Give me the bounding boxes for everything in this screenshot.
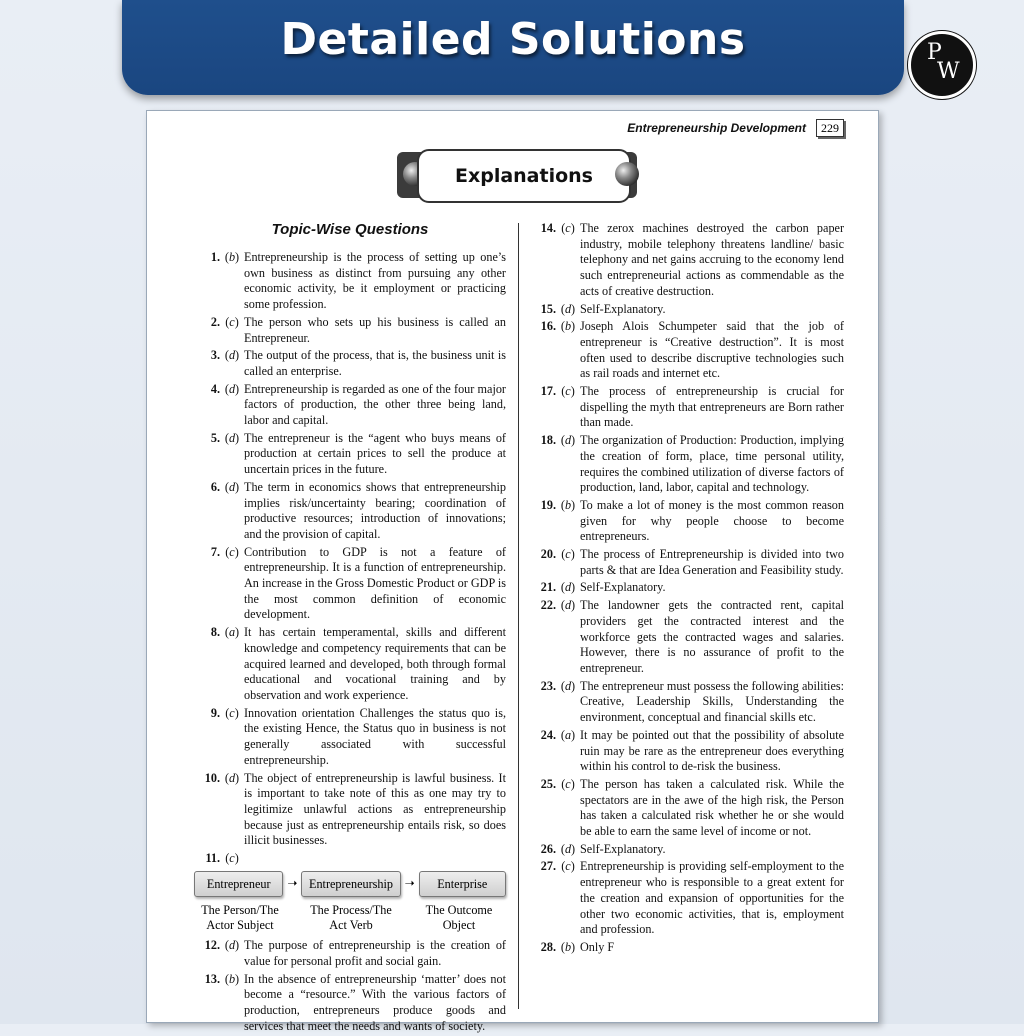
- answer-option: (b): [560, 939, 576, 954]
- logo-letter-w: W: [937, 59, 960, 84]
- question-item: [530, 433, 844, 496]
- flow-label-line: The Person/The: [201, 902, 279, 917]
- question-item: [530, 498, 844, 545]
- topic-title: Topic-Wise Questions: [271, 221, 429, 238]
- explanation-text: Innovation orientation Challenges the status quo is, the existing Hence, the Status quo in business is not generally associated with successful entrepreneurship.: [244, 705, 506, 767]
- question-number: 9.: [210, 705, 220, 720]
- explanation-text: The process of Entrepreneurship is divided into two parts & that are Idea Generation and Feasibility study.: [580, 547, 844, 577]
- question-item: [194, 382, 506, 429]
- answer-option: (c): [225, 705, 239, 720]
- explanation-text: To make a lot of money is the most common reason given for why people choose to become entrepreneurs.: [580, 497, 844, 544]
- question-number: 11.: [205, 851, 220, 866]
- question-number: 8.: [210, 625, 220, 640]
- answer-option: (b): [224, 971, 240, 986]
- question-item: [530, 319, 844, 382]
- answer-option: (c): [561, 547, 575, 562]
- explanation-text: Self-Explanatory.: [580, 841, 666, 856]
- question-item: [530, 302, 844, 318]
- flow-box-enterprise: Enterprise: [419, 871, 506, 897]
- question-number: 20.: [540, 547, 556, 562]
- answer-option: (a): [560, 727, 576, 742]
- banner-title: Detailed Solutions: [280, 14, 746, 65]
- answer-option: (b): [560, 319, 576, 334]
- answer-option: (d): [560, 580, 576, 595]
- question-item: [530, 842, 844, 858]
- question-item: [530, 940, 844, 956]
- answer-option: (d): [224, 938, 240, 953]
- flow-box-entrepreneur: Entrepreneur: [194, 871, 283, 897]
- answer-option: (c): [561, 859, 575, 874]
- flow-label-line: The Process/The: [310, 902, 392, 917]
- explanation-text: [244, 851, 506, 867]
- question-item: [194, 972, 506, 1035]
- explanation-text: The landowner gets the contracted rent, capital providers get the contracted interest and the workforce gets the contracted wages and salaries. However, there is no assurance of profit to the entrepreneur.: [580, 598, 844, 675]
- explanation-text: The entrepreneur is the “agent who buys means of production at certain prices to sell the produce at uncertain prices in the future.: [244, 430, 506, 477]
- question-item: [530, 728, 844, 775]
- answer-option: (d): [224, 479, 240, 494]
- explanation-text: The entrepreneur must possess the following abilities: Creative, Leadership Skills, Understanding the environment, conceptual and financial skills etc.: [580, 678, 844, 725]
- left-question-list-2: [194, 938, 506, 1034]
- explanation-text: The organization of Production: Production, implying the creation of form, place, time personal utility, requires the combined utilization of diverse factors of production, land, labor, capital and technology.: [580, 433, 844, 495]
- question-number: 14.: [540, 221, 556, 235]
- question-number: 16.: [540, 319, 556, 334]
- question-number: 26.: [540, 841, 556, 856]
- answer-option: (d): [224, 770, 240, 785]
- answer-option: (d): [560, 678, 576, 693]
- question-number: 7.: [210, 544, 220, 559]
- left-column: [194, 221, 506, 1036]
- answer-option: (b): [224, 250, 240, 264]
- flow-label-process: [286, 903, 416, 934]
- question-number: 1.: [210, 250, 220, 264]
- explanation-text: The term in economics shows that entrepreneurship implies risk/uncertainty bearing; coordination of productive resources; introduction of innovations; and the provision of capital.: [244, 479, 506, 541]
- flow-label-line: Actor Subject: [206, 918, 274, 933]
- question-item: [194, 771, 506, 850]
- answer-option: (d): [560, 301, 576, 316]
- question-number: 19.: [540, 497, 556, 512]
- explanation-text: The person who sets up his business is called an Entrepreneur.: [244, 314, 506, 345]
- book-page: [146, 110, 879, 1033]
- answer-option: (d): [560, 598, 576, 613]
- arrow-right-icon: ➝: [287, 876, 298, 891]
- question-item: [530, 598, 844, 677]
- flow-labels: [194, 903, 506, 934]
- explanation-text: Entrepreneurship is regarded as one of the four major factors of production, the other three being land, labor and capital.: [244, 381, 506, 428]
- header-banner: [122, 0, 904, 95]
- question-item: [194, 545, 506, 624]
- left-question-list: [194, 250, 506, 867]
- question-number: 13.: [204, 971, 220, 986]
- page-number: 229: [816, 119, 844, 137]
- answer-option: (a): [224, 625, 240, 640]
- question-number: 18.: [540, 433, 556, 448]
- answer-option: (d): [224, 381, 240, 396]
- question-number: 27.: [540, 859, 556, 874]
- explanations-heading-badge: [397, 149, 637, 203]
- logo-letter-p: P: [927, 40, 942, 65]
- question-item: [530, 859, 844, 938]
- running-head: Entrepreneurship Development: [627, 121, 806, 135]
- column-divider: [518, 223, 519, 1009]
- answer-option: (c): [561, 776, 575, 791]
- answer-option: (b): [560, 497, 576, 512]
- question-number: 15.: [540, 301, 556, 316]
- question-number: 21.: [540, 580, 556, 595]
- question-number: 23.: [540, 678, 556, 693]
- answer-option: (c): [561, 384, 575, 399]
- flow-label-outcome: [416, 903, 502, 934]
- question-number: 3.: [210, 348, 220, 363]
- question-item: [194, 938, 506, 969]
- explanation-text: Entrepreneurship is providing self-employment to the entrepreneur who is responsible to a great extent for the creation and expansion of opportunities for the other two economic activities, that is, employment and profession.: [580, 859, 844, 937]
- explanation-text: It has certain temperamental, skills and different knowledge and competency requirements that can be acquired learned and developed, both through formal educational and vocational training and by observation and work experience.: [244, 625, 506, 702]
- flow-label-line: Object: [442, 918, 476, 933]
- explanations-heading: Explanations: [417, 149, 631, 203]
- question-item: [530, 679, 844, 726]
- answer-option: (c): [225, 544, 239, 559]
- question-item: [194, 480, 506, 543]
- question-number: 12.: [204, 938, 220, 953]
- question-item: [530, 384, 844, 431]
- arrow-right-icon: ➝: [404, 876, 415, 891]
- question-number: 2.: [210, 314, 220, 329]
- question-item: [194, 851, 506, 867]
- flow-label-actor: [194, 903, 286, 934]
- question-number: 22.: [540, 598, 556, 613]
- question-number: 25.: [540, 776, 556, 791]
- explanation-text: Contribution to GDP is not a feature of entrepreneurship. It is a function of entrepreneurship. An increase in the Gross Domestic Product or GDP is the most common definition of economic development.: [244, 544, 506, 622]
- answer-option: (c): [225, 851, 239, 866]
- pw-logo-icon: [908, 31, 976, 99]
- flow-box-entrepreneurship: Entrepreneurship: [301, 871, 400, 897]
- explanation-text: Entrepreneurship is the process of setting up one’s own business as distinct from pursuing any other economic activity, be it employment or practicing some profession.: [244, 250, 506, 312]
- question-item: [530, 547, 844, 578]
- explanation-text: It may be pointed out that the possibility of absolute ruin may be rare as the entrepreneur does everything within his control to de-risk the business.: [580, 727, 844, 774]
- explanation-text: In the absence of entrepreneurship ‘matter’ does not become a “resource.” With the various factors of production, entrepreneurs produce goods and services that meet the needs and wants of society.: [244, 971, 506, 1033]
- question-number: 17.: [540, 384, 556, 399]
- explanation-text: The purpose of entrepreneurship is the creation of value for personal profit and social gain.: [244, 938, 506, 968]
- question-number: 28.: [540, 939, 556, 954]
- question-item: [194, 348, 506, 379]
- answer-option: (d): [224, 430, 240, 445]
- explanation-text: The zerox machines destroyed the carbon paper industry, mobile telephony threatens landline/ basic telephony and net gains accruing to the economy lend such entrepreneurial actions as commendable as the acts of creative destruction.: [580, 221, 844, 298]
- explanation-text: Only F: [580, 939, 615, 954]
- answer-option: (d): [560, 841, 576, 856]
- question-item: [194, 315, 506, 346]
- flow-label-line: Act Verb: [329, 918, 373, 933]
- explanation-text: The output of the process, that is, the business unit is called an enterprise.: [244, 348, 506, 378]
- answer-option: (d): [224, 348, 240, 363]
- answer-option: (c): [561, 221, 575, 235]
- question-number: 10.: [204, 770, 220, 785]
- right-question-list: [530, 221, 844, 956]
- right-column: [530, 221, 844, 958]
- explanation-text: Self-Explanatory.: [580, 301, 666, 316]
- question-item: [194, 706, 506, 769]
- question-number: 4.: [210, 381, 220, 396]
- question-number: 24.: [540, 727, 556, 742]
- question-item: [194, 250, 506, 313]
- sphere-right-icon: [615, 162, 639, 186]
- question-number: 6.: [210, 479, 220, 494]
- explanation-text: Self-Explanatory.: [580, 580, 666, 595]
- question-item: [530, 777, 844, 840]
- question-item: [194, 431, 506, 478]
- question-item: [530, 221, 844, 300]
- explanation-text: The process of entrepreneurship is crucial for dispelling the myth that entrepreneurs are Born rather than made.: [580, 384, 844, 430]
- explanation-text: The object of entrepreneurship is lawful business. It is important to take note of this as one may try to legitimize unlawful actions as entrepreneurship because just as entrepreneurship entails risk, so does illicit businesses.: [244, 770, 506, 848]
- question-item: [530, 580, 844, 596]
- question-item: [194, 625, 506, 704]
- flow-label-line: The Outcome: [425, 902, 493, 917]
- answer-option: (d): [560, 433, 576, 448]
- answer-option: (c): [225, 314, 239, 329]
- explanation-text: Joseph Alois Schumpeter said that the job of entrepreneur is “Creative destruction”. It is most often used to describe discruptive technologies such as rail roads and internet etc.: [580, 319, 844, 381]
- question-number: 5.: [210, 430, 220, 445]
- explanation-text: The person has taken a calculated risk. While the spectators are in the awe of the high risk, the Person has taken a calculated risk whether he or she would be able to earn the same level of income or not.: [580, 776, 844, 839]
- flow-diagram: [194, 871, 506, 897]
